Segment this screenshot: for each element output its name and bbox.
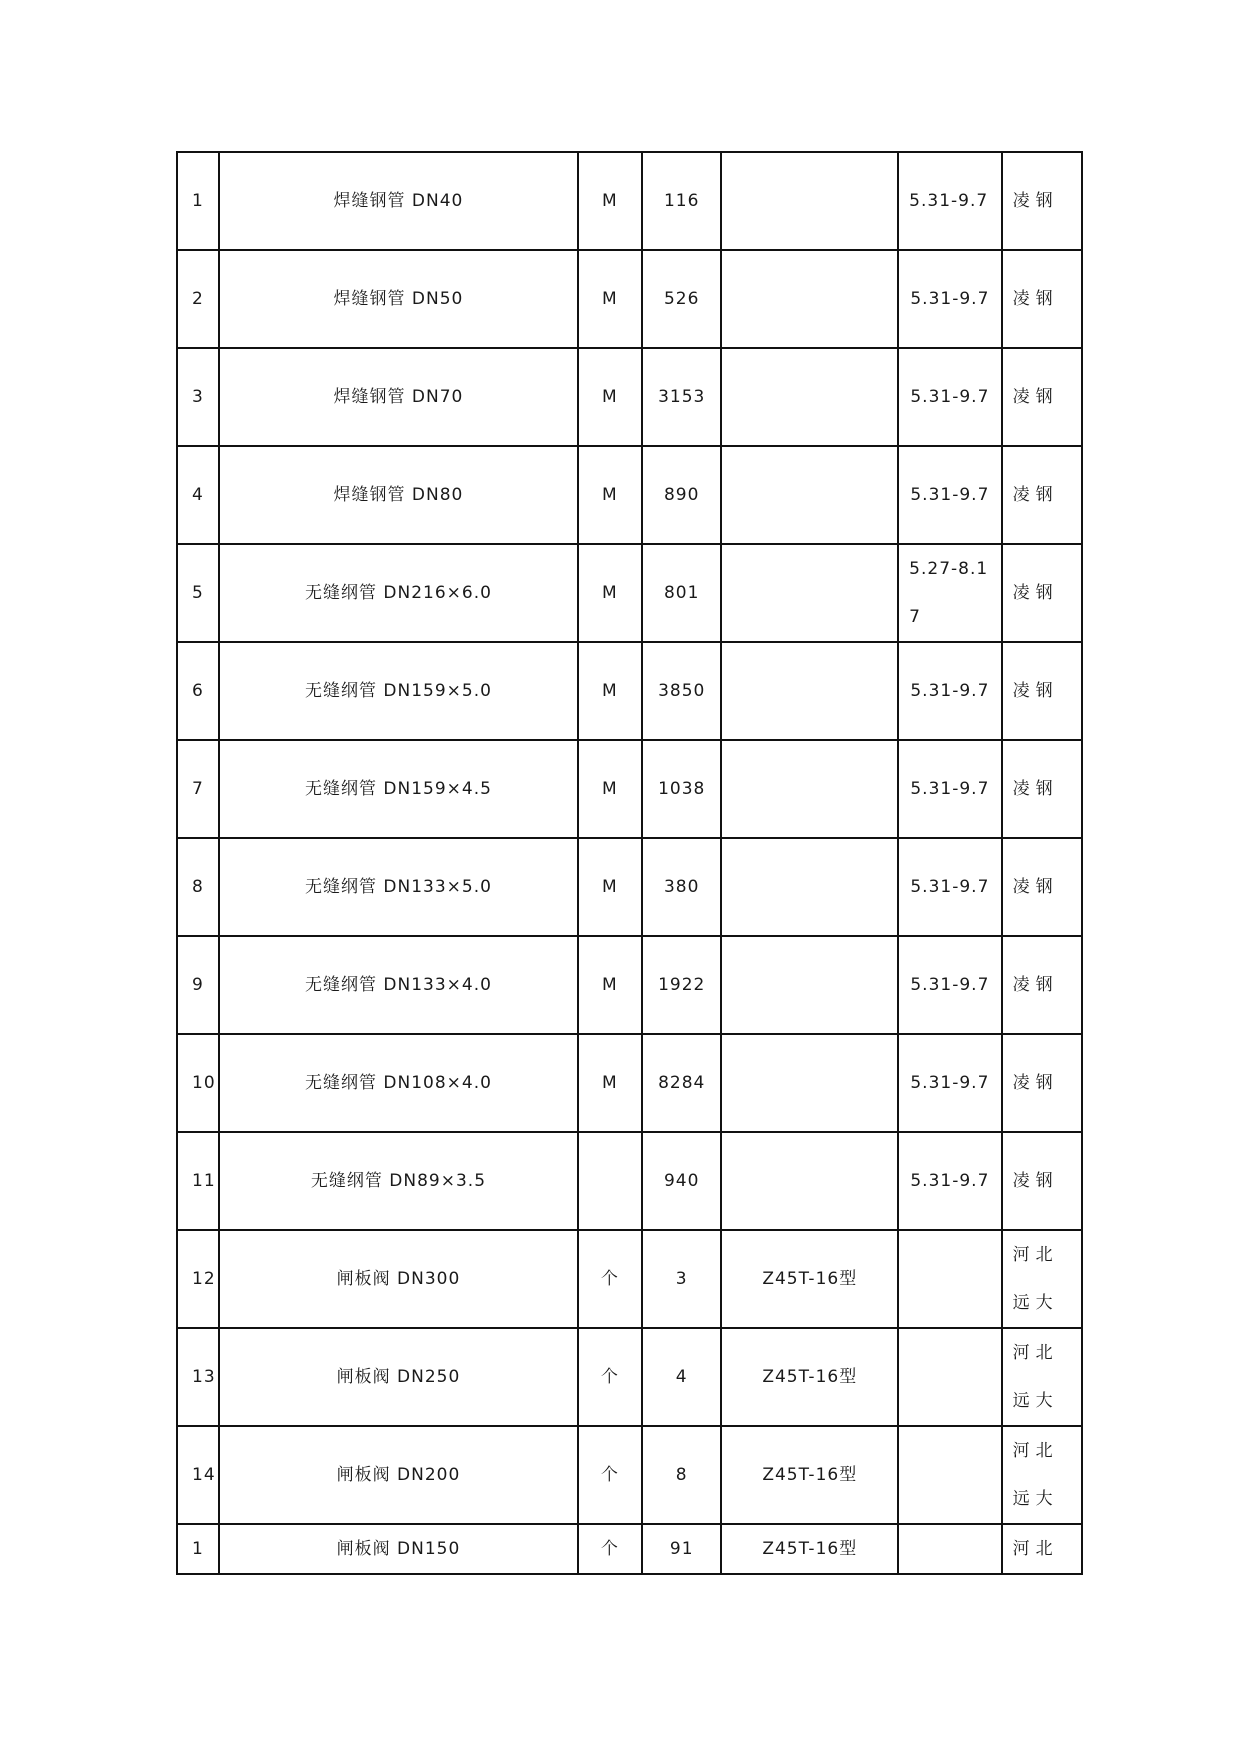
table-row [177,544,1082,642]
cell-qty: 890 [642,446,721,544]
cell-model [721,838,898,936]
cell-no: 7 [177,740,219,838]
cell-name: 无缝纲管 DN133×4.0 [219,936,578,1034]
cell-name: 无缝纲管 DN108×4.0 [219,1034,578,1132]
cell-model [721,152,898,250]
cell-supplier: 凌钢 [1002,348,1082,446]
cell-name: 无缝纲管 DN216×6.0 [219,544,578,642]
cell-no: 4 [177,446,219,544]
cell-supplier: 河北远大 [1002,1328,1082,1426]
cell-supplier: 凌钢 [1002,446,1082,544]
cell-name: 无缝纲管 DN89×3.5 [219,1132,578,1230]
cell-unit: 个 [578,1524,642,1574]
cell-model: Z45T-16型 [721,1524,898,1574]
cell-date: 5.31-9.7 [898,838,1001,936]
cell-date: 5.27-8.17 [898,544,1001,642]
cell-supplier: 凌钢 [1002,642,1082,740]
cell-date: 5.31-9.7 [898,348,1001,446]
cell-unit: M [578,152,642,250]
cell-no: 2 [177,250,219,348]
cell-no: 1 [177,152,219,250]
cell-qty: 116 [642,152,721,250]
cell-name: 闸板阀 DN300 [219,1230,578,1328]
cell-model [721,936,898,1034]
cell-supplier: 凌钢 [1002,1132,1082,1230]
cell-no: 12 [177,1230,219,1328]
cell-no: 5 [177,544,219,642]
cell-qty: 1922 [642,936,721,1034]
table-row [177,740,1082,838]
table-row [177,1426,1082,1524]
cell-supplier: 凌钢 [1002,740,1082,838]
cell-model: Z45T-16型 [721,1426,898,1524]
cell-name: 闸板阀 DN250 [219,1328,578,1426]
cell-model [721,544,898,642]
cell-model [721,740,898,838]
table-row [177,250,1082,348]
cell-no: 14 [177,1426,219,1524]
cell-qty: 4 [642,1328,721,1426]
table-row [177,348,1082,446]
cell-supplier: 凌钢 [1002,1034,1082,1132]
cell-no: 3 [177,348,219,446]
cell-supplier: 凌钢 [1002,838,1082,936]
cell-name: 焊缝钢管 DN70 [219,348,578,446]
cell-no: 11 [177,1132,219,1230]
cell-qty: 8 [642,1426,721,1524]
cell-date: 5.31-9.7 [898,642,1001,740]
table-row [177,1524,1082,1574]
table-row [177,1034,1082,1132]
cell-unit: 个 [578,1426,642,1524]
cell-qty: 3 [642,1230,721,1328]
table-row [177,936,1082,1034]
cell-unit: M [578,250,642,348]
cell-supplier: 凌钢 [1002,936,1082,1034]
cell-qty: 940 [642,1132,721,1230]
cell-date: 5.31-9.7 [898,1132,1001,1230]
cell-name: 闸板阀 DN200 [219,1426,578,1524]
cell-date: 5.31-9.7 [898,250,1001,348]
cell-model: Z45T-16型 [721,1328,898,1426]
table-row [177,152,1082,250]
cell-no: 9 [177,936,219,1034]
cell-qty: 380 [642,838,721,936]
table-row [177,642,1082,740]
cell-no: 1 [177,1524,219,1574]
cell-supplier: 凌钢 [1002,152,1082,250]
cell-unit: M [578,838,642,936]
cell-model [721,1034,898,1132]
cell-model [721,250,898,348]
cell-name: 无缝纲管 DN133×5.0 [219,838,578,936]
cell-name: 无缝纲管 DN159×4.5 [219,740,578,838]
table-row [177,1132,1082,1230]
cell-date [898,1328,1001,1426]
cell-no: 10 [177,1034,219,1132]
cell-name: 焊缝钢管 DN80 [219,446,578,544]
cell-date: 5.31-9.7 [898,1034,1001,1132]
cell-date: 5.31-9.7 [898,740,1001,838]
cell-name: 无缝纲管 DN159×5.0 [219,642,578,740]
cell-no: 6 [177,642,219,740]
cell-qty: 801 [642,544,721,642]
cell-date [898,1426,1001,1524]
cell-date [898,1230,1001,1328]
cell-no: 8 [177,838,219,936]
cell-qty: 3153 [642,348,721,446]
table-row [177,1328,1082,1426]
cell-model [721,446,898,544]
cell-supplier: 凌钢 [1002,250,1082,348]
cell-name: 闸板阀 DN150 [219,1524,578,1574]
cell-unit: M [578,1034,642,1132]
materials-table [176,151,1083,1575]
cell-model [721,348,898,446]
cell-qty: 526 [642,250,721,348]
cell-supplier: 凌钢 [1002,544,1082,642]
cell-unit: M [578,936,642,1034]
cell-model [721,1132,898,1230]
cell-unit: M [578,642,642,740]
cell-qty: 91 [642,1524,721,1574]
cell-date: 5.31-9.7 [898,446,1001,544]
cell-qty: 1038 [642,740,721,838]
cell-unit: 个 [578,1328,642,1426]
cell-supplier: 河北 [1002,1524,1082,1574]
cell-model: Z45T-16型 [721,1230,898,1328]
cell-unit: 个 [578,1230,642,1328]
cell-date: 5.31-9.7 [898,152,1001,250]
table-row [177,446,1082,544]
table-row [177,1230,1082,1328]
cell-qty: 8284 [642,1034,721,1132]
cell-no: 13 [177,1328,219,1426]
cell-unit: M [578,544,642,642]
cell-unit [578,1132,642,1230]
cell-unit: M [578,446,642,544]
cell-date: 5.31-9.7 [898,936,1001,1034]
cell-unit: M [578,348,642,446]
cell-qty: 3850 [642,642,721,740]
cell-unit: M [578,740,642,838]
cell-model [721,642,898,740]
cell-name: 焊缝钢管 DN40 [219,152,578,250]
table-row [177,838,1082,936]
cell-name: 焊缝钢管 DN50 [219,250,578,348]
cell-supplier: 河北远大 [1002,1426,1082,1524]
cell-date [898,1524,1001,1574]
cell-supplier: 河北远大 [1002,1230,1082,1328]
